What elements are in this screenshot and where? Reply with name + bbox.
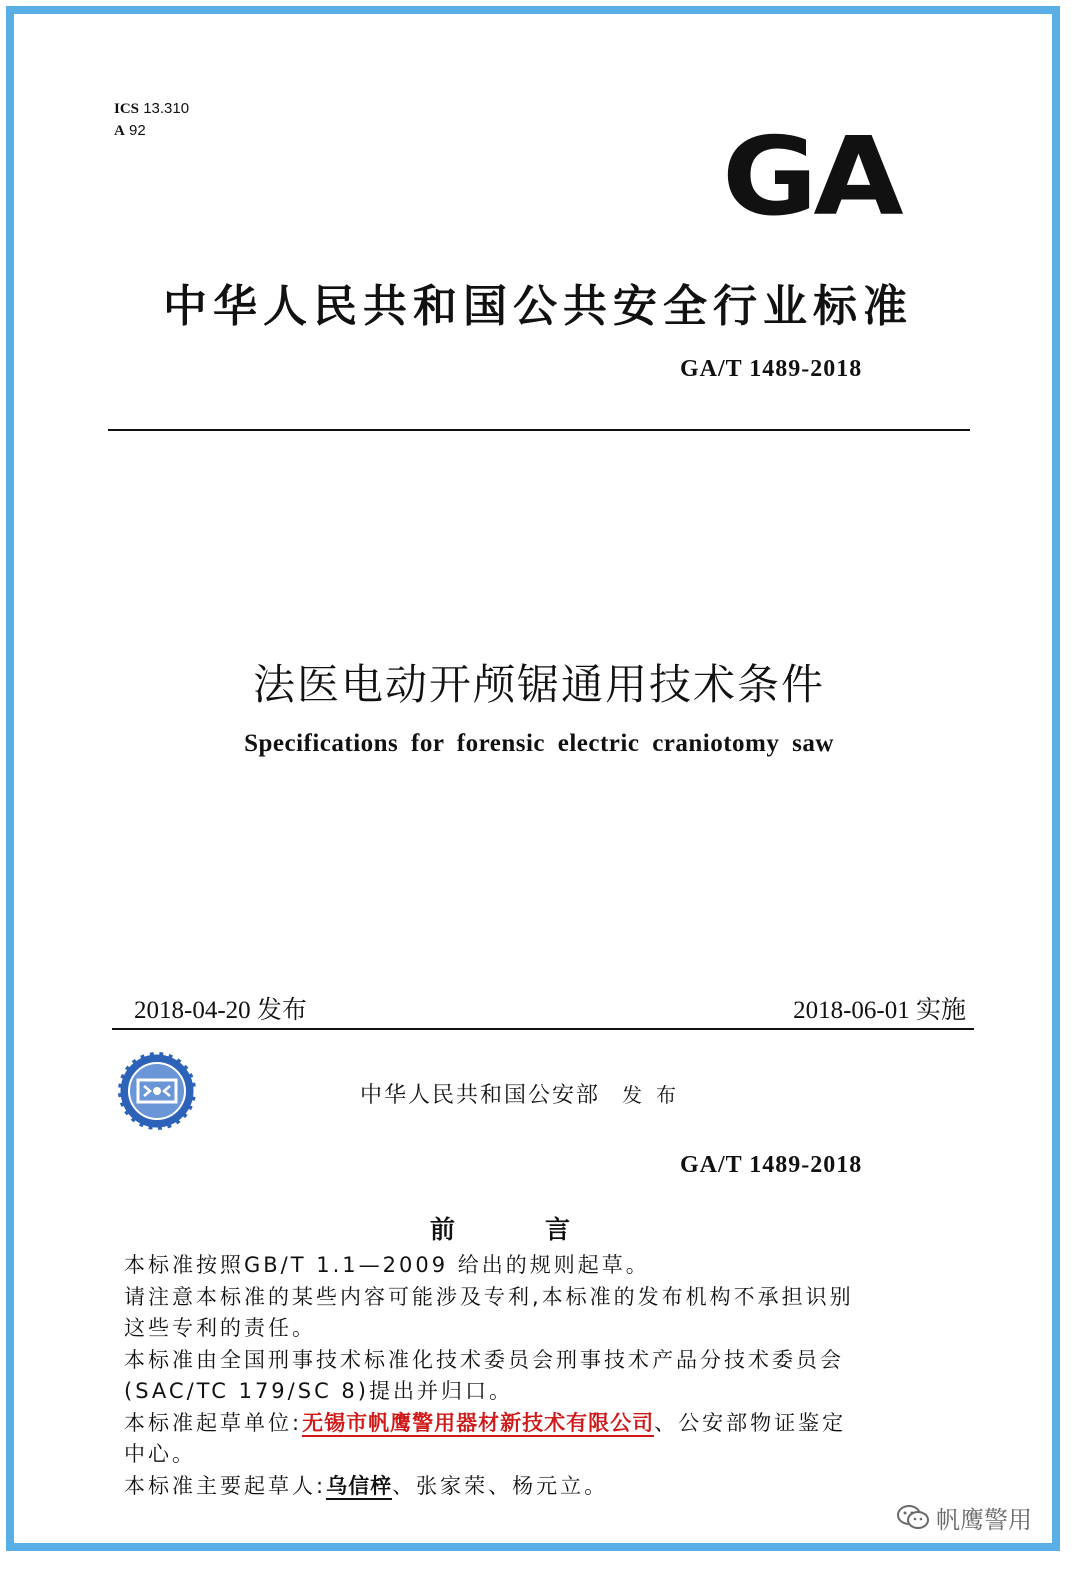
ga-logo: GA [722, 115, 900, 240]
issue-date-line [134, 990, 307, 1026]
class-code: 92 [129, 122, 146, 139]
issue-label: 发布 [256, 995, 307, 1024]
ics-classification [114, 98, 189, 142]
foreword-line-drafters [124, 1471, 984, 1503]
implementation-date: 2018-06-01 [793, 997, 910, 1024]
standard-number: GA/T 1489-2018 [680, 356, 863, 382]
highlighted-company: 无锡市帆鹰警用器材新技术有限公司 [302, 1410, 655, 1435]
drafting-units-label: 本标准起草单位: [124, 1410, 303, 1435]
chinese-title: 法医电动开颅锯通用技术条件 [252, 660, 825, 709]
standards-emblem-icon [116, 1050, 198, 1132]
foreword-line: (SAC/TC 179/SC 8)提出并归口。 [124, 1379, 513, 1403]
drafting-units-rest: 、公安部物证鉴定 [654, 1410, 847, 1435]
issue-date: 2018-04-20 [134, 997, 251, 1024]
ics-prefix: ICS [114, 101, 140, 117]
foreword-body [124, 1250, 984, 1502]
foreword-line-drafting-units [124, 1408, 984, 1440]
bottom-divider [112, 1028, 974, 1030]
wechat-icon [896, 1504, 930, 1530]
foreword-standard-number: GA/T 1489-2018 [680, 1152, 863, 1178]
implementation-date-line [660, 990, 966, 1026]
english-title: Specifications for forensic electric craniotomy saw [244, 730, 834, 757]
foreword-title: 前言 [430, 1215, 661, 1244]
implementation-label: 实施 [915, 995, 966, 1024]
highlighted-drafter: 乌信梓 [326, 1473, 393, 1498]
ministry-action: 发布 [622, 1083, 691, 1107]
industry-standard-title: 中华人民共和国公共安全行业标准 [163, 281, 913, 332]
drafters-label: 本标准主要起草人: [124, 1473, 327, 1498]
foreword-line: 这些专利的责任。 [124, 1316, 316, 1340]
foreword-line: 本标准按照GB/T 1.1—2009 给出的规则起草。 [124, 1253, 650, 1277]
top-divider [108, 429, 970, 431]
foreword-line: 请注意本标准的某些内容可能涉及专利,本标准的发布机构不承担识别 [124, 1284, 854, 1309]
ministry-name: 中华人民共和国公安部 [360, 1083, 601, 1108]
watermark-text: 帆鹰警用 [936, 1506, 1032, 1534]
ics-code: 13.310 [143, 100, 190, 117]
foreword-line: 中心。 [124, 1442, 196, 1466]
issuing-ministry-line [360, 1078, 690, 1109]
drafters-rest: 、张家荣、杨元立。 [392, 1473, 609, 1498]
class-prefix: A [114, 123, 125, 139]
foreword-line: 本标准由全国刑事技术标准化技术委员会刑事技术产品分技术委员会 [124, 1347, 844, 1372]
